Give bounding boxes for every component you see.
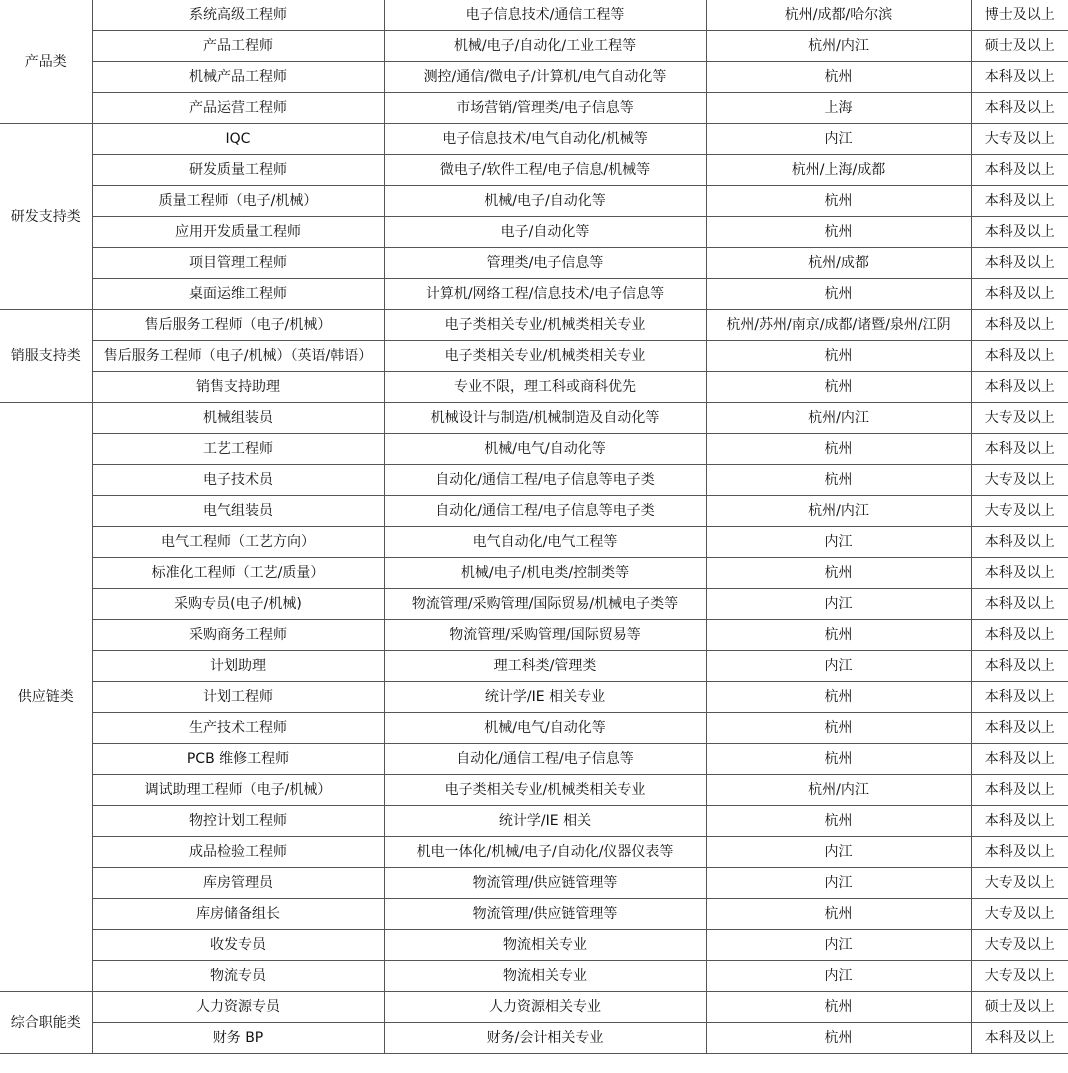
education-cell: 大专及以上 bbox=[971, 961, 1068, 992]
location-cell: 杭州 bbox=[706, 744, 971, 775]
location-cell: 内江 bbox=[706, 961, 971, 992]
table-row bbox=[0, 744, 1068, 775]
position-cell: 研发质量工程师 bbox=[92, 155, 384, 186]
location-cell: 杭州/内江 bbox=[706, 31, 971, 62]
category-cell: 综合职能类 bbox=[0, 992, 92, 1054]
education-cell: 本科及以上 bbox=[971, 744, 1068, 775]
table-row bbox=[0, 279, 1068, 310]
major-cell: 测控/通信/微电子/计算机/电气自动化等 bbox=[384, 62, 706, 93]
position-cell: 库房管理员 bbox=[92, 868, 384, 899]
position-cell: 人力资源专员 bbox=[92, 992, 384, 1023]
location-cell: 内江 bbox=[706, 124, 971, 155]
location-cell: 杭州 bbox=[706, 806, 971, 837]
major-cell: 电子信息技术/通信工程等 bbox=[384, 0, 706, 31]
location-cell: 杭州 bbox=[706, 713, 971, 744]
education-cell: 本科及以上 bbox=[971, 372, 1068, 403]
major-cell: 电子类相关专业/机械类相关专业 bbox=[384, 310, 706, 341]
major-cell: 自动化/通信工程/电子信息等电子类 bbox=[384, 496, 706, 527]
location-cell: 内江 bbox=[706, 930, 971, 961]
table-row bbox=[0, 217, 1068, 248]
education-cell: 硕士及以上 bbox=[971, 31, 1068, 62]
major-cell: 微电子/软件工程/电子信息/机械等 bbox=[384, 155, 706, 186]
table-row bbox=[0, 961, 1068, 992]
position-cell: 电气工程师（工艺方向） bbox=[92, 527, 384, 558]
major-cell: 统计学/IE 相关专业 bbox=[384, 682, 706, 713]
location-cell: 杭州/成都 bbox=[706, 248, 971, 279]
table-row bbox=[0, 775, 1068, 806]
table-row bbox=[0, 682, 1068, 713]
location-cell: 杭州 bbox=[706, 186, 971, 217]
major-cell: 电子类相关专业/机械类相关专业 bbox=[384, 775, 706, 806]
position-cell: 售后服务工程师（电子/机械）（英语/韩语） bbox=[92, 341, 384, 372]
table-row bbox=[0, 1023, 1068, 1054]
major-cell: 机电一体化/机械/电子/自动化/仪器仪表等 bbox=[384, 837, 706, 868]
major-cell: 管理类/电子信息等 bbox=[384, 248, 706, 279]
education-cell: 大专及以上 bbox=[971, 899, 1068, 930]
table-row bbox=[0, 899, 1068, 930]
education-cell: 本科及以上 bbox=[971, 1023, 1068, 1054]
location-cell: 杭州/苏州/南京/成都/诸暨/泉州/江阴 bbox=[706, 310, 971, 341]
location-cell: 杭州/成都/哈尔滨 bbox=[706, 0, 971, 31]
education-cell: 本科及以上 bbox=[971, 248, 1068, 279]
position-cell: 机械组装员 bbox=[92, 403, 384, 434]
major-cell: 电子类相关专业/机械类相关专业 bbox=[384, 341, 706, 372]
education-cell: 本科及以上 bbox=[971, 527, 1068, 558]
table-row bbox=[0, 837, 1068, 868]
category-cell: 供应链类 bbox=[0, 403, 92, 992]
major-cell: 人力资源相关专业 bbox=[384, 992, 706, 1023]
position-cell: 物流专员 bbox=[92, 961, 384, 992]
table-row bbox=[0, 465, 1068, 496]
table-row bbox=[0, 434, 1068, 465]
location-cell: 杭州 bbox=[706, 434, 971, 465]
table-row bbox=[0, 310, 1068, 341]
major-cell: 物流管理/供应链管理等 bbox=[384, 899, 706, 930]
position-cell: 计划工程师 bbox=[92, 682, 384, 713]
location-cell: 杭州 bbox=[706, 465, 971, 496]
major-cell: 电气自动化/电气工程等 bbox=[384, 527, 706, 558]
major-cell: 机械/电气/自动化等 bbox=[384, 434, 706, 465]
table-row bbox=[0, 403, 1068, 434]
position-cell: PCB 维修工程师 bbox=[92, 744, 384, 775]
position-cell: 成品检验工程师 bbox=[92, 837, 384, 868]
position-cell: 生产技术工程师 bbox=[92, 713, 384, 744]
education-cell: 大专及以上 bbox=[971, 403, 1068, 434]
position-cell: 库房储备组长 bbox=[92, 899, 384, 930]
education-cell: 本科及以上 bbox=[971, 155, 1068, 186]
table-row bbox=[0, 589, 1068, 620]
position-cell: 调试助理工程师（电子/机械） bbox=[92, 775, 384, 806]
location-cell: 杭州 bbox=[706, 899, 971, 930]
table-row bbox=[0, 372, 1068, 403]
education-cell: 大专及以上 bbox=[971, 496, 1068, 527]
table-row bbox=[0, 155, 1068, 186]
location-cell: 内江 bbox=[706, 589, 971, 620]
major-cell: 机械设计与制造/机械制造及自动化等 bbox=[384, 403, 706, 434]
education-cell: 本科及以上 bbox=[971, 682, 1068, 713]
education-cell: 本科及以上 bbox=[971, 620, 1068, 651]
major-cell: 物流相关专业 bbox=[384, 961, 706, 992]
table-row bbox=[0, 93, 1068, 124]
location-cell: 杭州 bbox=[706, 682, 971, 713]
table-row bbox=[0, 620, 1068, 651]
major-cell: 统计学/IE 相关 bbox=[384, 806, 706, 837]
education-cell: 大专及以上 bbox=[971, 124, 1068, 155]
position-cell: 销售支持助理 bbox=[92, 372, 384, 403]
education-cell: 本科及以上 bbox=[971, 186, 1068, 217]
location-cell: 杭州 bbox=[706, 1023, 971, 1054]
education-cell: 大专及以上 bbox=[971, 868, 1068, 899]
table-row bbox=[0, 558, 1068, 589]
position-cell: 标准化工程师（工艺/质量） bbox=[92, 558, 384, 589]
table-row bbox=[0, 992, 1068, 1023]
table-row bbox=[0, 31, 1068, 62]
table-row bbox=[0, 124, 1068, 155]
major-cell: 机械/电子/机电类/控制类等 bbox=[384, 558, 706, 589]
education-cell: 本科及以上 bbox=[971, 806, 1068, 837]
education-cell: 本科及以上 bbox=[971, 651, 1068, 682]
education-cell: 博士及以上 bbox=[971, 0, 1068, 31]
major-cell: 市场营销/管理类/电子信息等 bbox=[384, 93, 706, 124]
table-row bbox=[0, 62, 1068, 93]
education-cell: 本科及以上 bbox=[971, 589, 1068, 620]
table-row bbox=[0, 248, 1068, 279]
position-cell: 系统高级工程师 bbox=[92, 0, 384, 31]
table-row bbox=[0, 651, 1068, 682]
position-cell: 售后服务工程师（电子/机械） bbox=[92, 310, 384, 341]
table-row bbox=[0, 868, 1068, 899]
major-cell: 电子信息技术/电气自动化/机械等 bbox=[384, 124, 706, 155]
position-cell: 收发专员 bbox=[92, 930, 384, 961]
location-cell: 杭州/内江 bbox=[706, 775, 971, 806]
position-cell: 产品工程师 bbox=[92, 31, 384, 62]
table-row bbox=[0, 0, 1068, 31]
major-cell: 机械/电子/自动化/工业工程等 bbox=[384, 31, 706, 62]
major-cell: 自动化/通信工程/电子信息等 bbox=[384, 744, 706, 775]
position-cell: 应用开发质量工程师 bbox=[92, 217, 384, 248]
table-row bbox=[0, 341, 1068, 372]
location-cell: 杭州 bbox=[706, 341, 971, 372]
position-cell: 项目管理工程师 bbox=[92, 248, 384, 279]
table-row bbox=[0, 186, 1068, 217]
education-cell: 本科及以上 bbox=[971, 713, 1068, 744]
education-cell: 硕士及以上 bbox=[971, 992, 1068, 1023]
location-cell: 杭州 bbox=[706, 372, 971, 403]
education-cell: 本科及以上 bbox=[971, 279, 1068, 310]
position-cell: 机械产品工程师 bbox=[92, 62, 384, 93]
education-cell: 大专及以上 bbox=[971, 465, 1068, 496]
education-cell: 本科及以上 bbox=[971, 775, 1068, 806]
major-cell: 专业不限，理工科或商科优先 bbox=[384, 372, 706, 403]
position-cell: 质量工程师（电子/机械） bbox=[92, 186, 384, 217]
position-cell: 采购商务工程师 bbox=[92, 620, 384, 651]
position-cell: 工艺工程师 bbox=[92, 434, 384, 465]
position-cell: 产品运营工程师 bbox=[92, 93, 384, 124]
position-cell: 电气组装员 bbox=[92, 496, 384, 527]
position-cell: 计划助理 bbox=[92, 651, 384, 682]
position-cell: 物控计划工程师 bbox=[92, 806, 384, 837]
position-cell: 电子技术员 bbox=[92, 465, 384, 496]
education-cell: 本科及以上 bbox=[971, 341, 1068, 372]
location-cell: 内江 bbox=[706, 527, 971, 558]
position-cell: IQC bbox=[92, 124, 384, 155]
category-cell: 研发支持类 bbox=[0, 124, 92, 310]
position-cell: 采购专员(电子/机械) bbox=[92, 589, 384, 620]
education-cell: 本科及以上 bbox=[971, 310, 1068, 341]
location-cell: 杭州 bbox=[706, 620, 971, 651]
major-cell: 机械/电气/自动化等 bbox=[384, 713, 706, 744]
category-cell: 销服支持类 bbox=[0, 310, 92, 403]
location-cell: 杭州 bbox=[706, 62, 971, 93]
location-cell: 上海 bbox=[706, 93, 971, 124]
table-row bbox=[0, 496, 1068, 527]
major-cell: 自动化/通信工程/电子信息等电子类 bbox=[384, 465, 706, 496]
major-cell: 理工科类/管理类 bbox=[384, 651, 706, 682]
major-cell: 物流管理/采购管理/国际贸易/机械电子类等 bbox=[384, 589, 706, 620]
location-cell: 内江 bbox=[706, 868, 971, 899]
education-cell: 本科及以上 bbox=[971, 93, 1068, 124]
category-cell: 产品类 bbox=[0, 0, 92, 124]
table-row bbox=[0, 527, 1068, 558]
education-cell: 本科及以上 bbox=[971, 62, 1068, 93]
position-cell: 桌面运维工程师 bbox=[92, 279, 384, 310]
location-cell: 内江 bbox=[706, 837, 971, 868]
education-cell: 大专及以上 bbox=[971, 930, 1068, 961]
location-cell: 杭州/内江 bbox=[706, 403, 971, 434]
table-row bbox=[0, 713, 1068, 744]
education-cell: 本科及以上 bbox=[971, 558, 1068, 589]
education-cell: 本科及以上 bbox=[971, 837, 1068, 868]
major-cell: 物流管理/采购管理/国际贸易等 bbox=[384, 620, 706, 651]
education-cell: 本科及以上 bbox=[971, 217, 1068, 248]
major-cell: 财务/会计相关专业 bbox=[384, 1023, 706, 1054]
location-cell: 杭州/内江 bbox=[706, 496, 971, 527]
location-cell: 杭州 bbox=[706, 558, 971, 589]
location-cell: 杭州/上海/成都 bbox=[706, 155, 971, 186]
education-cell: 本科及以上 bbox=[971, 434, 1068, 465]
location-cell: 内江 bbox=[706, 651, 971, 682]
location-cell: 杭州 bbox=[706, 217, 971, 248]
major-cell: 物流相关专业 bbox=[384, 930, 706, 961]
location-cell: 杭州 bbox=[706, 279, 971, 310]
position-cell: 财务 BP bbox=[92, 1023, 384, 1054]
location-cell: 杭州 bbox=[706, 992, 971, 1023]
major-cell: 电子/自动化等 bbox=[384, 217, 706, 248]
major-cell: 机械/电子/自动化等 bbox=[384, 186, 706, 217]
major-cell: 计算机/网络工程/信息技术/电子信息等 bbox=[384, 279, 706, 310]
table-row bbox=[0, 806, 1068, 837]
major-cell: 物流管理/供应链管理等 bbox=[384, 868, 706, 899]
table-row bbox=[0, 930, 1068, 961]
